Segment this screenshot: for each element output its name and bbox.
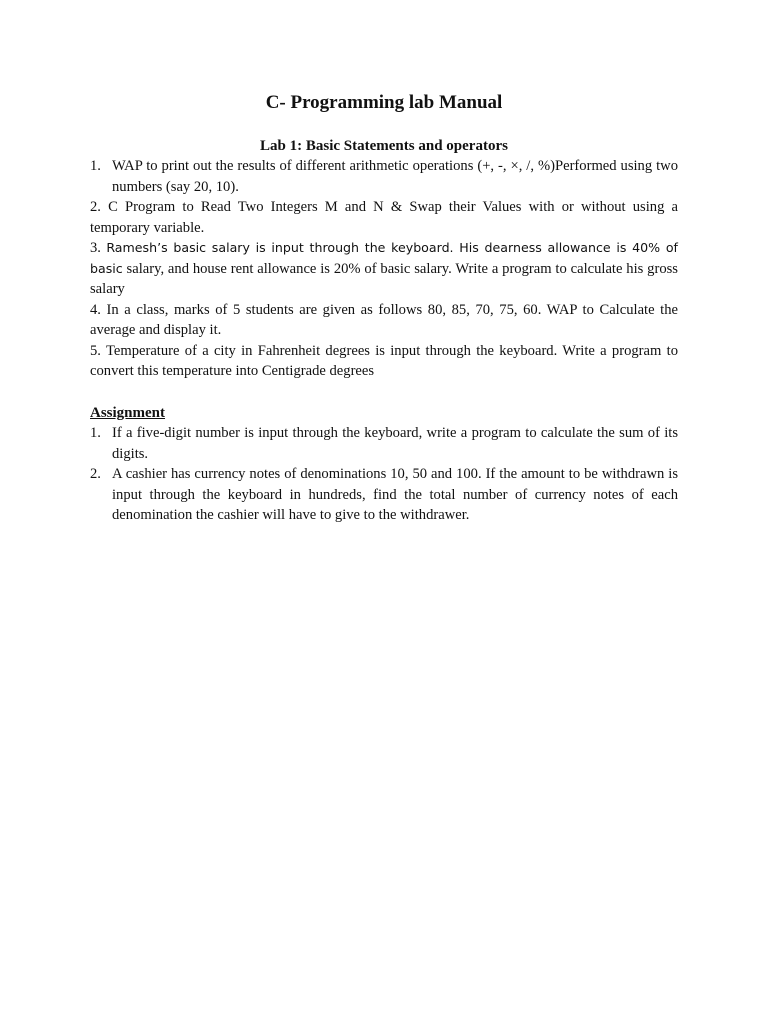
lab-item-text-part1: Ramesh’s basic salary is input through the keyboard. His dearness allowance is 40% of basic: [90, 240, 678, 276]
lab-item-number: 2.: [90, 199, 101, 215]
assignment-item-number: 1.: [90, 425, 101, 441]
lab-item-text: Temperature of a city in Fahrenheit degrees is input through the keyboard. Write a program to convert this temperature into Centigrade degrees: [90, 342, 678, 379]
assignment-item-number: 2.: [90, 466, 101, 482]
lab-item-5: [90, 341, 678, 382]
lab-item-1: [90, 156, 678, 197]
assignment-item-text: If a five-digit number is input through the keyboard, write a program to calculate the sum of its digits.: [112, 425, 678, 462]
assignment-item-2: [90, 464, 678, 526]
lab-item-number: 5.: [90, 342, 101, 359]
lab-item-3: [90, 238, 678, 300]
lab-item-number: 3.: [90, 240, 101, 256]
page-title: C- Programming lab Manual: [265, 92, 503, 113]
lab-item-number: 4.: [90, 301, 101, 318]
lab-item-list: [90, 156, 678, 382]
assignment-heading: Assignment: [90, 405, 166, 421]
lab-item-text: WAP to print out the results of different arithmetic operations (+, -, ×, /, %)Performed using two numbers (say 20, 10).: [112, 158, 678, 195]
lab-item-2: [90, 197, 678, 238]
lab-item-text-part2: salary, and house rent allowance is 20% of basic salary. Write a program to calculate his gross salary: [90, 260, 678, 297]
assignment-item-list: [90, 423, 678, 526]
assignment-item-1: [90, 423, 678, 464]
lab-item-text: In a class, marks of 5 students are given as follows 80, 85, 70, 75, 60. WAP to Calculate the average and display it.: [90, 301, 678, 338]
lab-item-4: [90, 300, 678, 341]
lab-item-number: 1.: [90, 158, 101, 174]
assignment-item-text: A cashier has currency notes of denominations 10, 50 and 100. If the amount to be withdrawn is input through the keyboard in hundreds, find the total number of currency notes of each denomination the cashier will have to give to the withdrawer.: [112, 466, 678, 523]
lab-heading: Lab 1: Basic Statements and operators: [260, 138, 508, 154]
lab-item-text: C Program to Read Two Integers M and N & Swap their Values with or without using a temporary variable.: [90, 199, 678, 236]
